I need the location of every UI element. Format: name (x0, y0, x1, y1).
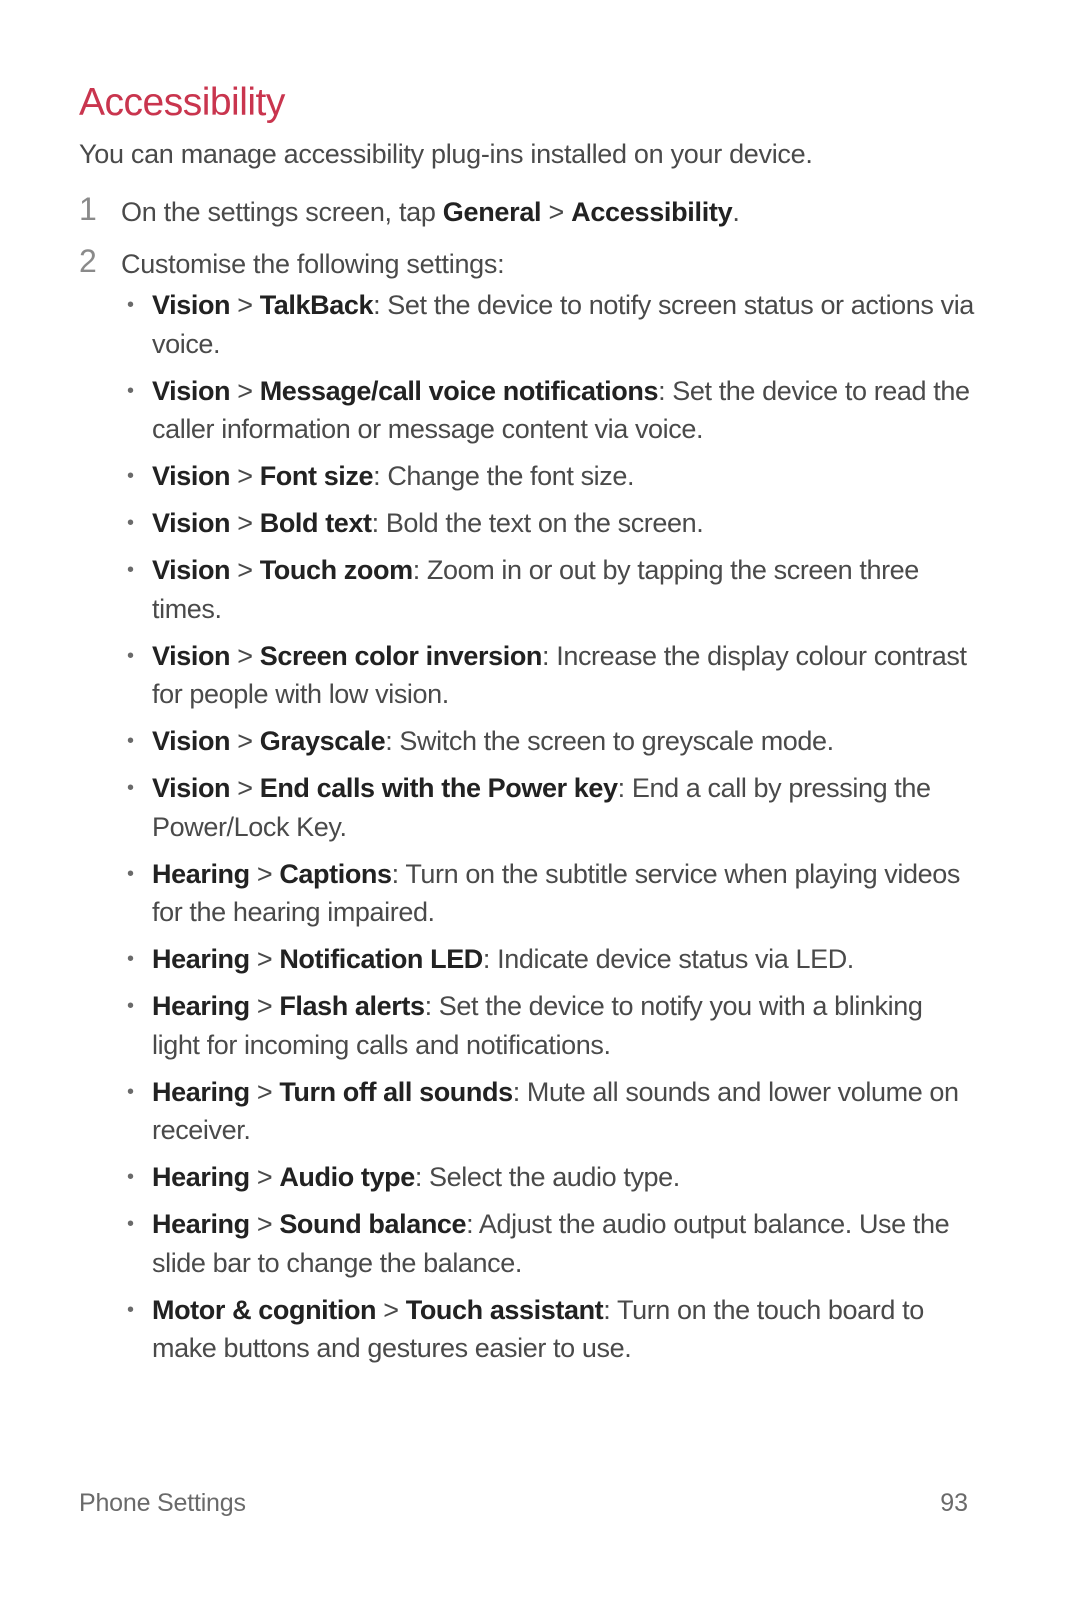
setting-category: Hearing (152, 944, 250, 974)
bullet-icon: • (127, 1080, 134, 1103)
setting-description: : Indicate device status via LED. (482, 944, 854, 974)
list-item (125, 286, 975, 363)
bullet-icon: • (127, 512, 134, 534)
setting-description: : Select the audio type. (414, 1162, 680, 1192)
bullet-icon: • (127, 1213, 134, 1235)
setting-category: Vision (152, 773, 231, 803)
list-item (125, 855, 975, 932)
setting-description: : Set the device to notify you with a blinking light for incoming calls and notifications. (152, 991, 923, 1060)
path-separator: > (230, 290, 260, 320)
menu-path-general: General (442, 197, 542, 227)
list-item (125, 1291, 975, 1368)
page-number: 93 (940, 1489, 968, 1517)
list-item (125, 940, 975, 979)
list-item (125, 504, 975, 543)
setting-option: Sound balance (279, 1209, 467, 1239)
path-separator: > (249, 858, 280, 889)
setting-category: Hearing (152, 1162, 250, 1192)
setting-option: Font size (259, 461, 374, 491)
setting-category: Hearing (152, 991, 250, 1021)
bullet-icon: • (127, 465, 134, 487)
path-separator: > (249, 944, 280, 974)
setting-option: End calls with the Power key (259, 773, 618, 803)
path-separator: > (230, 461, 260, 491)
setting-category: Vision (152, 461, 231, 491)
setting-category: Vision (152, 508, 231, 538)
setting-category: Vision (152, 375, 231, 406)
bullet-icon: • (127, 559, 134, 581)
path-separator: > (230, 375, 260, 406)
setting-description: : Mute all sounds and lower volume on receiver. (152, 1076, 959, 1145)
bullet-icon: • (127, 294, 134, 316)
bullet-icon: • (127, 644, 134, 667)
path-separator: > (249, 1076, 280, 1107)
setting-category: Vision (152, 640, 231, 671)
settings-list (125, 286, 975, 1376)
setting-category: Vision (152, 555, 231, 585)
setting-description: : Set the device to notify screen status or actions via voice. (152, 290, 974, 359)
setting-category: Hearing (152, 858, 250, 889)
setting-category: Motor & cognition (152, 1294, 377, 1325)
list-item (125, 987, 975, 1064)
setting-option: Screen color inversion (259, 640, 543, 671)
list-item (125, 372, 975, 449)
setting-option: Flash alerts (279, 991, 425, 1021)
bullet-icon: • (127, 379, 134, 402)
intro-text: You can manage accessibility plug-ins installed on your device. (79, 139, 813, 169)
list-item (125, 637, 975, 714)
setting-description: : Turn on the touch board to make buttons and gestures easier to use. (152, 1294, 924, 1363)
list-item (125, 769, 975, 846)
path-separator: > (249, 1162, 280, 1192)
setting-option: Turn off all sounds (279, 1076, 513, 1107)
path-separator: > (249, 1209, 280, 1239)
setting-description: : Zoom in or out by tapping the screen three times. (152, 555, 919, 624)
list-item (125, 722, 975, 761)
setting-option: Notification LED (279, 944, 483, 974)
setting-option: Touch zoom (259, 555, 413, 585)
setting-description: : Switch the screen to greyscale mode. (385, 726, 834, 756)
step-text: On the settings screen, tap General > Accessibility. (121, 197, 740, 227)
setting-option: Bold text (259, 508, 372, 538)
setting-option: Grayscale (259, 726, 386, 756)
path-separator: > (230, 726, 260, 756)
bullet-icon: • (127, 777, 134, 799)
setting-description: : End a call by pressing the Power/Lock Key. (152, 773, 931, 842)
setting-option: Message/call voice notifications (259, 375, 659, 406)
step-number: 2 (79, 243, 97, 279)
setting-description: : Set the device to read the caller information or message content via voice. (152, 375, 970, 444)
setting-description: : Change the font size. (373, 461, 635, 491)
setting-description: : Increase the display colour contrast for people with low vision. (152, 640, 967, 709)
path-separator: > (230, 773, 260, 803)
list-item (125, 1158, 975, 1197)
list-item (125, 457, 975, 496)
setting-description: : Adjust the audio output balance. Use the slide bar to change the balance. (152, 1209, 950, 1278)
list-item (125, 1073, 975, 1150)
setting-category: Hearing (152, 1076, 250, 1107)
setting-option: TalkBack (259, 290, 374, 320)
menu-path-accessibility: Accessibility (571, 197, 733, 227)
setting-option: Audio type (279, 1162, 415, 1192)
path-separator: > (230, 555, 260, 585)
path-separator: > (230, 640, 260, 671)
list-item (125, 1205, 975, 1282)
page-title: Accessibility (79, 81, 285, 124)
step-number: 1 (79, 191, 97, 227)
bullet-icon: • (127, 1298, 134, 1321)
setting-option: Captions (279, 858, 392, 889)
path-separator: > (249, 991, 280, 1021)
setting-category: Hearing (152, 1209, 250, 1239)
setting-description: : Turn on the subtitle service when playing videos for the hearing impaired. (152, 858, 960, 927)
bullet-icon: • (127, 1166, 134, 1188)
bullet-icon: • (127, 948, 134, 970)
setting-category: Vision (152, 290, 231, 320)
bullet-icon: • (127, 862, 134, 885)
setting-description: : Bold the text on the screen. (371, 508, 704, 538)
list-item (125, 551, 975, 628)
bullet-icon: • (127, 995, 134, 1017)
step-text: Customise the following settings: (121, 249, 505, 279)
footer-section: Phone Settings (79, 1489, 246, 1517)
bullet-icon: • (127, 730, 134, 752)
setting-option: Touch assistant (405, 1294, 604, 1325)
path-separator: > (230, 508, 260, 538)
setting-category: Vision (152, 726, 231, 756)
path-separator: > (376, 1294, 406, 1325)
